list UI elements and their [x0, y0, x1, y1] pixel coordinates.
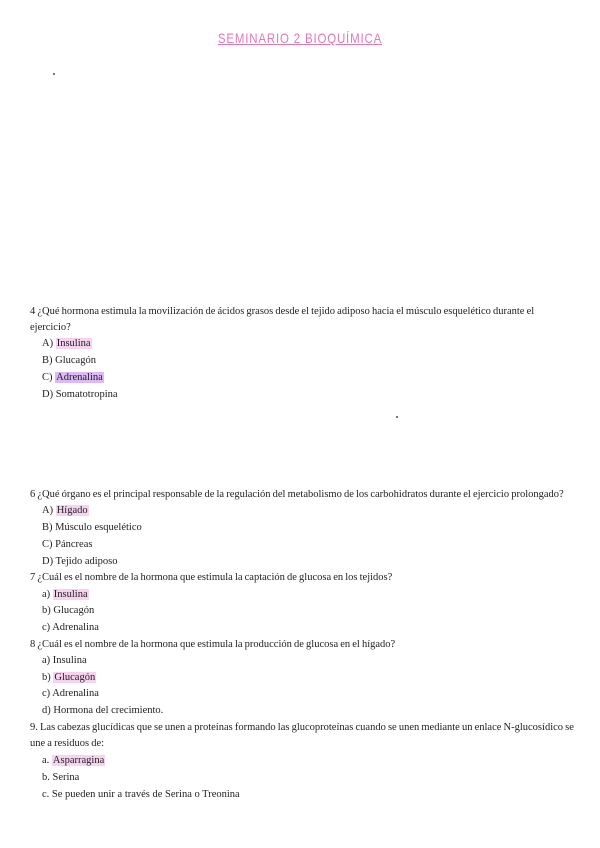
question-8: 8 ¿Cuál es el nombre de la hormona que estimula la producción de glucosa en el hígado?	[30, 639, 396, 650]
document-title: SEMINARIO 2 BIOQUÍMICA	[217, 30, 383, 46]
option-text-highlighted: Glucagón	[54, 672, 96, 683]
question-9-option-a	[42, 753, 105, 769]
question-6-option-d	[42, 554, 117, 570]
option-text-highlighted: Adrenalina	[56, 372, 103, 383]
option-text-highlighted: Asparragina	[52, 755, 105, 766]
option-text-highlighted: Insulina	[53, 589, 88, 600]
option-letter: B)	[42, 522, 56, 533]
option-letter: D)	[42, 389, 56, 400]
question-9-option-c	[42, 787, 240, 803]
question-8-option-c	[42, 686, 99, 702]
question-6-option-b	[42, 520, 142, 536]
option-letter: A)	[42, 505, 56, 516]
question-6: 6 ¿Qué órgano es el principal responsable de la regulación del metabolismo de los carbohidratos durante el ejercicio prolongado?	[30, 489, 564, 500]
question-4-option-c	[42, 370, 104, 386]
option-letter: c.	[42, 789, 52, 800]
question-4: 4 ¿Qué hormona estimula la movilización de ácidos grasos desde el tejido adiposo hacia el músculo esquelético durante el ejercicio?	[30, 306, 535, 333]
question-7: 7 ¿Cuál es el nombre de la hormona que estimula la captación de glucosa en los tejidos?	[30, 572, 393, 583]
option-letter: a)	[42, 655, 53, 666]
question-4-option-d	[42, 387, 118, 403]
option-text: Tejido adiposo	[55, 556, 118, 567]
option-letter: b)	[42, 605, 54, 616]
option-text: Insulina	[52, 655, 87, 666]
option-text: Músculo esquelético	[55, 522, 142, 533]
option-letter: C)	[42, 372, 56, 383]
option-letter: c)	[42, 688, 53, 699]
option-letter: D)	[42, 556, 56, 567]
option-text-highlighted: Hígado	[56, 505, 88, 516]
option-letter: b)	[42, 672, 54, 683]
option-text: Glucagón	[53, 605, 95, 616]
stray-dot	[396, 416, 398, 418]
option-text: Serina	[52, 772, 80, 783]
question-7-option-b	[42, 603, 94, 619]
question-8-option-b	[42, 670, 96, 686]
option-letter: a.	[42, 755, 52, 766]
option-text: Glucagón	[55, 355, 96, 366]
question-9-option-b	[42, 770, 79, 786]
question-8-option-a	[42, 653, 87, 669]
option-letter: d)	[42, 705, 54, 716]
question-6-option-c	[42, 537, 92, 553]
option-text: Somatotropina	[55, 389, 118, 400]
option-text: Adrenalina	[52, 622, 99, 633]
option-letter: C)	[42, 539, 56, 550]
option-text: Hormona del crecimiento.	[53, 705, 164, 716]
question-8-option-d	[42, 703, 163, 719]
option-text-highlighted: Insulina	[56, 338, 91, 349]
question-7-option-a	[42, 587, 89, 603]
question-4-option-a	[42, 336, 92, 352]
option-letter: A)	[42, 338, 56, 349]
option-text: Adrenalina	[52, 688, 99, 699]
option-text: Se pueden unir a través de Serina o Treonina	[51, 789, 240, 800]
option-letter: c)	[42, 622, 53, 633]
option-letter: B)	[42, 355, 56, 366]
question-9: 9. Las cabezas glucídicas que se unen a proteínas formando las glucoproteínas cuando se unen mediante un enlace N-glucosídico se une a residuos de:	[30, 722, 574, 749]
stray-dot	[53, 73, 55, 75]
question-6-option-a	[42, 503, 89, 519]
option-letter: b.	[42, 772, 53, 783]
option-letter: a)	[42, 589, 53, 600]
option-text: Páncreas	[55, 539, 93, 550]
question-4-option-b	[42, 353, 96, 369]
question-7-option-c	[42, 620, 99, 636]
